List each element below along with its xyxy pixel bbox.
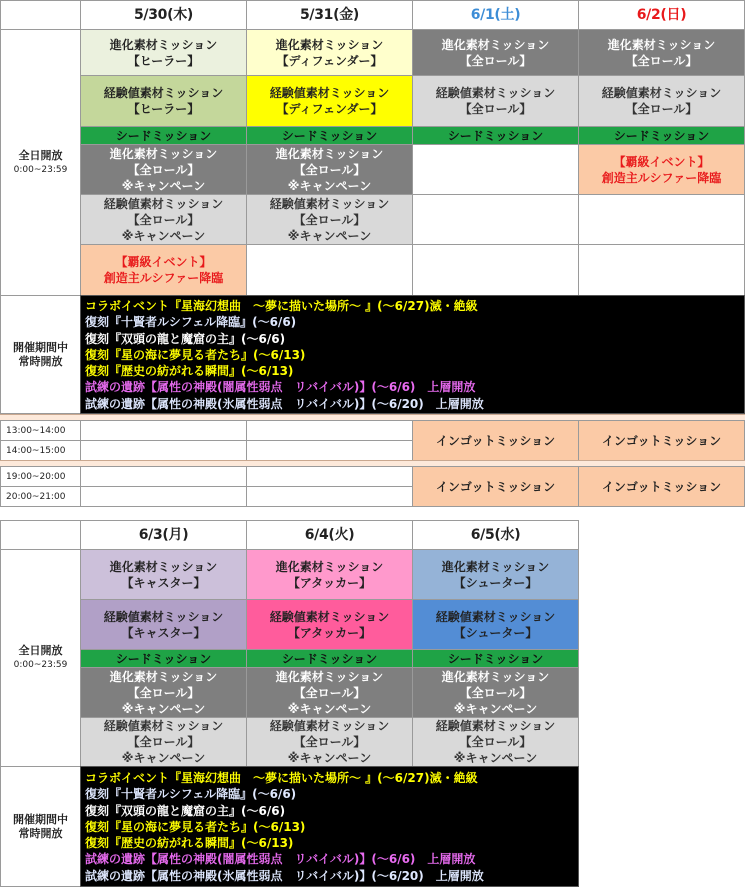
ongoing-event-line: 復刻『星の海に夢見る者たち』(～6/13): [85, 347, 306, 362]
day-date: 6/1: [470, 7, 495, 23]
mission-role: 【全ロール】: [459, 735, 532, 749]
mission-title: 経験値素材ミッション: [269, 719, 390, 733]
all-day-time: 0:00~23:59: [13, 660, 68, 670]
ingot-mission-cell: インゴットミッション: [578, 420, 745, 461]
mission-title: 進化素材ミッション: [607, 37, 716, 52]
mission-title: 進化素材ミッション: [109, 669, 218, 684]
day-header-0602: [578, 0, 745, 30]
empty-cell: [246, 244, 413, 296]
all-day-title: 全日開放: [18, 148, 63, 162]
ongoing-label-line2: 常時開放: [18, 354, 63, 368]
event-cell: [578, 144, 745, 195]
mission-role: 【全ロール】: [459, 53, 532, 68]
header-corner: [0, 520, 81, 550]
mission-title: 進化素材ミッション: [441, 559, 550, 574]
empty-cell: [412, 244, 579, 296]
day-date: 6/4: [304, 527, 329, 543]
seed-mission-cell: シードミッション: [578, 126, 745, 145]
empty-cell: [578, 194, 745, 245]
mission-role: 【全ロール】: [459, 102, 532, 116]
mission-title: 進化素材ミッション: [275, 37, 384, 52]
seed-mission-cell: シードミッション: [80, 126, 247, 145]
mission-role: 【全ロール】: [127, 212, 200, 227]
empty-cell: [246, 440, 413, 461]
mission-title: 進化素材ミッション: [441, 669, 550, 684]
day-weekday: (木): [167, 7, 194, 23]
campaign-note: ※キャンペーン: [121, 178, 206, 193]
empty-cell: [80, 420, 247, 441]
campaign-note: ※キャンペーン: [287, 751, 372, 765]
day-header-0601: [412, 0, 579, 30]
mission-title: 進化素材ミッション: [275, 146, 384, 161]
mission-role: 【アタッカー】: [287, 575, 372, 590]
mission-role: 【全ロール】: [625, 53, 698, 68]
mission-role: 【ヒーラー】: [127, 102, 200, 116]
mission-title: 進化素材ミッション: [109, 146, 218, 161]
empty-cell: [578, 244, 745, 296]
mission-title: 経験値素材ミッション: [269, 86, 390, 100]
evo-mission-cell: [80, 549, 247, 600]
campaign-exp-cell: [412, 717, 579, 767]
event-title: 【覇級イベント】: [115, 255, 212, 269]
day-weekday: (土): [494, 7, 521, 23]
day-header-0603: [80, 520, 247, 550]
mission-title: 経験値素材ミッション: [435, 86, 556, 100]
campaign-exp-cell: [246, 717, 413, 767]
mission-role: 【シューター】: [453, 575, 538, 590]
campaign-evo-cell: [412, 667, 579, 718]
mission-title: 進化素材ミッション: [441, 37, 550, 52]
evo-mission-cell: [246, 29, 413, 76]
header-corner: [0, 0, 81, 30]
mission-role: 【全ロール】: [293, 212, 366, 227]
all-day-label: [0, 549, 81, 767]
day-weekday: (日): [660, 7, 687, 23]
campaign-note: ※キャンペーン: [121, 701, 206, 716]
ongoing-label-line2: 常時開放: [18, 826, 63, 840]
seed-mission-cell: シードミッション: [412, 126, 579, 145]
campaign-note: ※キャンペーン: [287, 228, 372, 243]
mission-title: 進化素材ミッション: [109, 559, 218, 574]
day-date: 6/5: [470, 527, 495, 543]
seed-mission-cell: シードミッション: [246, 649, 413, 668]
campaign-evo-cell: [80, 144, 247, 195]
ongoing-event-line: コラボイベント『星海幻想曲 ～夢に描いた場所～ 』(～6/27)滅・絶級: [85, 299, 478, 313]
campaign-exp-cell: [80, 717, 247, 767]
all-day-title: 全日開放: [18, 644, 63, 657]
day-date: 6/2: [636, 7, 661, 23]
mission-title: 経験値素材ミッション: [103, 719, 224, 733]
empty-cell: [246, 420, 413, 441]
day-weekday: (金): [333, 7, 360, 23]
campaign-evo-cell: [80, 667, 247, 718]
mission-role: 【ディフェンダー】: [276, 102, 383, 116]
seed-mission-cell: シードミッション: [246, 126, 413, 145]
time-slot-label: 20:00~21:00: [0, 486, 81, 507]
ongoing-event-line: 復刻『十賢者ルシフェル降臨』(～6/6): [85, 787, 297, 802]
campaign-exp-cell: [80, 194, 247, 245]
mission-role: 【全ロール】: [127, 162, 200, 177]
mission-title: 経験値素材ミッション: [435, 719, 556, 733]
mission-title: 経験値素材ミッション: [103, 86, 224, 100]
mission-title: 経験値素材ミッション: [269, 609, 390, 624]
exp-mission-cell: [80, 599, 247, 650]
empty-cell: [80, 440, 247, 461]
mission-role: 【キャスター】: [121, 625, 206, 640]
day-weekday: (月): [162, 527, 189, 543]
evo-mission-cell: [578, 29, 745, 76]
exp-mission-cell: [246, 75, 413, 127]
mission-role: 【ヒーラー】: [127, 53, 200, 68]
mission-role: 【全ロール】: [459, 685, 532, 700]
ongoing-event-line: コラボイベント『星海幻想曲 ～夢に描いた場所～ 』(～6/27)滅・絶級: [85, 771, 478, 785]
day-header-0530: [80, 0, 247, 30]
campaign-note: ※キャンペーン: [121, 228, 206, 243]
campaign-note: ※キャンペーン: [121, 751, 206, 765]
empty-cell: [412, 144, 579, 195]
seed-mission-cell: シードミッション: [412, 649, 579, 668]
all-day-time: 0:00~23:59: [13, 164, 68, 175]
evo-mission-cell: [412, 549, 579, 600]
mission-role: 【全ロール】: [127, 685, 200, 700]
seed-mission-cell: シードミッション: [80, 649, 247, 668]
day-date: 5/30: [133, 7, 168, 23]
campaign-exp-cell: [246, 194, 413, 245]
evo-mission-cell: [80, 29, 247, 76]
day-header-0604: [246, 520, 413, 550]
day-weekday: (水): [494, 527, 521, 543]
ongoing-label: [0, 766, 81, 887]
ongoing-event-line: 復刻『歴史の紡がれる瞬間』(～6/13): [85, 364, 294, 379]
ongoing-label-line1: 開催期間中: [13, 812, 68, 826]
mission-title: 進化素材ミッション: [275, 669, 384, 684]
mission-role: 【シューター】: [453, 625, 538, 640]
ongoing-event-line: 試練の遺跡【属性の神殿(闇属性弱点 リバイバル)】(～6/6) 上層開放: [85, 852, 476, 867]
mission-role: 【全ロール】: [293, 735, 366, 749]
ongoing-event-line: 復刻『双頭の龍と魔窟の主』(～6/6): [85, 803, 286, 818]
ingot-mission-cell: インゴットミッション: [578, 466, 745, 507]
event-cell: [80, 244, 247, 296]
time-slot-label: 13:00~14:00: [0, 420, 81, 441]
day-date: 6/3: [138, 527, 163, 543]
exp-mission-cell: [80, 75, 247, 127]
ongoing-event-line: 試練の遺跡【属性の神殿(闇属性弱点 リバイバル)】(～6/6) 上層開放: [85, 380, 476, 395]
empty-cell: [80, 486, 247, 507]
mission-role: 【アタッカー】: [287, 625, 372, 640]
empty-cell: [412, 194, 579, 245]
event-title: 【覇級イベント】: [613, 154, 710, 169]
campaign-evo-cell: [246, 667, 413, 718]
exp-mission-cell: [246, 599, 413, 650]
ongoing-events-box: [80, 295, 745, 414]
day-header-0531: [246, 0, 413, 30]
exp-mission-cell: [412, 75, 579, 127]
mission-title: 進化素材ミッション: [109, 37, 218, 52]
ongoing-event-line: 復刻『歴史の紡がれる瞬間』(～6/13): [85, 836, 294, 851]
campaign-note: ※キャンペーン: [453, 751, 538, 765]
evo-mission-cell: [412, 29, 579, 76]
ongoing-event-line: 試練の遺跡【属性の神殿(氷属性弱点 リバイバル)】(～6/20) 上層開放: [85, 396, 484, 411]
event-name: 創造主ルシファー降臨: [601, 170, 722, 185]
mission-role: 【全ロール】: [293, 162, 366, 177]
campaign-note: ※キャンペーン: [287, 701, 372, 716]
campaign-evo-cell: [246, 144, 413, 195]
ongoing-event-line: 試練の遺跡【属性の神殿(氷属性弱点 リバイバル)】(～6/20) 上層開放: [85, 868, 484, 883]
empty-cell: [246, 466, 413, 487]
mission-title: 進化素材ミッション: [275, 559, 384, 574]
day-weekday: (火): [328, 527, 355, 543]
mission-title: 経験値素材ミッション: [269, 196, 390, 211]
mission-role: 【全ロール】: [127, 735, 200, 749]
ingot-mission-cell: インゴットミッション: [412, 466, 579, 507]
empty-cell: [80, 466, 247, 487]
day-date: 5/31: [299, 7, 334, 23]
mission-role: 【ディフェンダー】: [276, 53, 383, 68]
exp-mission-cell: [412, 599, 579, 650]
mission-title: 経験値素材ミッション: [103, 196, 224, 211]
ongoing-event-line: 復刻『十賢者ルシフェル降臨』(～6/6): [85, 315, 297, 330]
ingot-mission-cell: インゴットミッション: [412, 420, 579, 461]
exp-mission-cell: [578, 75, 745, 127]
day-header-0605: [412, 520, 579, 550]
ongoing-event-line: 復刻『星の海に夢見る者たち』(～6/13): [85, 819, 306, 834]
mission-title: 経験値素材ミッション: [103, 609, 224, 624]
campaign-note: ※キャンペーン: [287, 178, 372, 193]
time-slot-label: 14:00~15:00: [0, 440, 81, 461]
mission-role: 【全ロール】: [293, 685, 366, 700]
ongoing-label-line1: 開催期間中: [13, 340, 68, 354]
all-day-label: [0, 29, 81, 296]
time-slot-label: 19:00~20:00: [0, 466, 81, 487]
evo-mission-cell: [246, 549, 413, 600]
ongoing-events-box: [80, 766, 579, 887]
mission-title: 経験値素材ミッション: [601, 86, 722, 100]
ongoing-label: [0, 295, 81, 414]
mission-role: 【全ロール】: [625, 102, 698, 116]
campaign-note: ※キャンペーン: [453, 701, 538, 716]
empty-cell: [246, 486, 413, 507]
ongoing-event-line: 復刻『双頭の龍と魔窟の主』(～6/6): [85, 331, 286, 346]
mission-title: 経験値素材ミッション: [435, 609, 556, 624]
mission-role: 【キャスター】: [121, 575, 206, 590]
event-name: 創造主ルシファー降臨: [103, 271, 224, 285]
